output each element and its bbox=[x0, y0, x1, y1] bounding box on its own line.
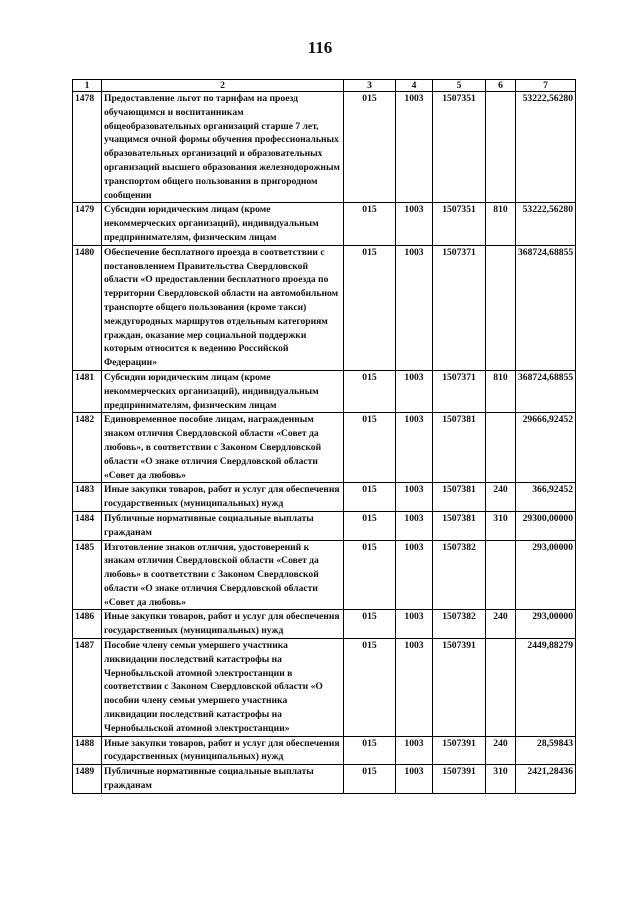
row-name: Субсидии юридическим лицам (кроме некоммерческих организаций), индивидуальным предпринимателям, физическим лицам bbox=[102, 203, 344, 245]
row-number: 1488 bbox=[73, 736, 102, 765]
header-row bbox=[73, 80, 576, 92]
row-amount: 368724,68855 bbox=[516, 370, 576, 412]
expense-type-code bbox=[486, 245, 516, 370]
col-header-1: 1 bbox=[73, 80, 102, 92]
row-amount: 293,00000 bbox=[516, 540, 576, 610]
section-code: 1003 bbox=[396, 736, 433, 765]
row-name: Субсидии юридическим лицам (кроме некоммерческих организаций), индивидуальным предпринимателям, физическим лицам bbox=[102, 370, 344, 412]
row-name: Пособие члену семьи умершего участника ликвидации последствий катастрофы на Чернобыльской атомной электростанции в соответствии с Законом Свердловской области «О пособии члену семьи умершего участника ликвидации последствий катастрофы на Чернобыльской атомной электростанции» bbox=[102, 639, 344, 737]
row-amount: 368724,68855 bbox=[516, 245, 576, 370]
row-amount: 29666,92452 bbox=[516, 413, 576, 483]
row-name: Иные закупки товаров, работ и услуг для обеспечения государственных (муниципальных) нужд bbox=[102, 610, 344, 639]
section-code: 1003 bbox=[396, 92, 433, 203]
section-code: 1003 bbox=[396, 203, 433, 245]
chapter-code: 015 bbox=[344, 765, 396, 794]
row-name: Изготовление знаков отличия, удостоверений к знакам отличия Свердловской области «Совет да любовь» в соответствии с Законом Свердловской области «О знаке отличия Свердловской области «Совет да любовь» bbox=[102, 540, 344, 610]
table-row bbox=[73, 540, 576, 610]
col-header-5: 5 bbox=[433, 80, 486, 92]
section-code: 1003 bbox=[396, 639, 433, 737]
target-code: 1507391 bbox=[433, 639, 486, 737]
section-code: 1003 bbox=[396, 413, 433, 483]
row-number: 1483 bbox=[73, 483, 102, 512]
table-row bbox=[73, 511, 576, 540]
row-number: 1484 bbox=[73, 511, 102, 540]
chapter-code: 015 bbox=[344, 511, 396, 540]
table-row bbox=[73, 245, 576, 370]
row-amount: 2449,88279 bbox=[516, 639, 576, 737]
target-code: 1507351 bbox=[433, 203, 486, 245]
expense-type-code: 240 bbox=[486, 736, 516, 765]
table-row bbox=[73, 610, 576, 639]
section-code: 1003 bbox=[396, 540, 433, 610]
section-code: 1003 bbox=[396, 483, 433, 512]
chapter-code: 015 bbox=[344, 370, 396, 412]
row-number: 1485 bbox=[73, 540, 102, 610]
target-code: 1507371 bbox=[433, 370, 486, 412]
table-row bbox=[73, 413, 576, 483]
target-code: 1507391 bbox=[433, 765, 486, 794]
target-code: 1507391 bbox=[433, 736, 486, 765]
row-name: Публичные нормативные социальные выплаты гражданам bbox=[102, 765, 344, 794]
expense-type-code: 240 bbox=[486, 610, 516, 639]
row-number: 1479 bbox=[73, 203, 102, 245]
row-amount: 293,00000 bbox=[516, 610, 576, 639]
expense-type-code bbox=[486, 639, 516, 737]
expense-type-code: 310 bbox=[486, 511, 516, 540]
chapter-code: 015 bbox=[344, 203, 396, 245]
chapter-code: 015 bbox=[344, 245, 396, 370]
chapter-code: 015 bbox=[344, 736, 396, 765]
section-code: 1003 bbox=[396, 245, 433, 370]
table-row bbox=[73, 639, 576, 737]
row-number: 1478 bbox=[73, 92, 102, 203]
col-header-6: 6 bbox=[486, 80, 516, 92]
table-row bbox=[73, 203, 576, 245]
chapter-code: 015 bbox=[344, 92, 396, 203]
row-amount: 53222,56280 bbox=[516, 92, 576, 203]
row-number: 1489 bbox=[73, 765, 102, 794]
col-header-2: 2 bbox=[102, 80, 344, 92]
chapter-code: 015 bbox=[344, 639, 396, 737]
expense-type-code: 810 bbox=[486, 370, 516, 412]
row-number: 1487 bbox=[73, 639, 102, 737]
row-name: Обеспечение бесплатного проезда в соответствии с постановлением Правительства Свердловской области «О предоставлении бесплатного проезда по территории Свердловской области на автомобильном транспорте общего пользования (кроме такси) междугородных маршрутов отдельным категориям граждан, оказание мер социальной поддержки которым относится к ведению Российской Федерации» bbox=[102, 245, 344, 370]
row-number: 1486 bbox=[73, 610, 102, 639]
section-code: 1003 bbox=[396, 511, 433, 540]
table-row bbox=[73, 92, 576, 203]
row-amount: 29300,00000 bbox=[516, 511, 576, 540]
chapter-code: 015 bbox=[344, 483, 396, 512]
col-header-3: 3 bbox=[344, 80, 396, 92]
row-name: Иные закупки товаров, работ и услуг для обеспечения государственных (муниципальных) нужд bbox=[102, 736, 344, 765]
row-name: Предоставление льгот по тарифам на проезд обучающимся и воспитанникам общеобразовательных организаций старше 7 лет, учащимся очной формы обучения профессиональных образовательных организаций и образовательных организаций высшего образования железнодорожным транспортом общего пользования в пригородном сообщении bbox=[102, 92, 344, 203]
table-row bbox=[73, 370, 576, 412]
row-number: 1481 bbox=[73, 370, 102, 412]
page-number: 116 bbox=[307, 38, 333, 57]
table-row bbox=[73, 483, 576, 512]
expense-type-code: 810 bbox=[486, 203, 516, 245]
chapter-code: 015 bbox=[344, 540, 396, 610]
expense-type-code: 240 bbox=[486, 483, 516, 512]
row-name: Иные закупки товаров, работ и услуг для обеспечения государственных (муниципальных) нужд bbox=[102, 483, 344, 512]
table-row bbox=[73, 765, 576, 794]
target-code: 1507381 bbox=[433, 511, 486, 540]
chapter-code: 015 bbox=[344, 413, 396, 483]
target-code: 1507382 bbox=[433, 540, 486, 610]
row-amount: 2421,28436 bbox=[516, 765, 576, 794]
row-number: 1482 bbox=[73, 413, 102, 483]
chapter-code: 015 bbox=[344, 610, 396, 639]
section-code: 1003 bbox=[396, 370, 433, 412]
target-code: 1507382 bbox=[433, 610, 486, 639]
row-number: 1480 bbox=[73, 245, 102, 370]
col-header-7: 7 bbox=[516, 80, 576, 92]
target-code: 1507371 bbox=[433, 245, 486, 370]
table-row bbox=[73, 736, 576, 765]
expense-type-code bbox=[486, 92, 516, 203]
expense-type-code bbox=[486, 413, 516, 483]
section-code: 1003 bbox=[396, 765, 433, 794]
expense-type-code: 310 bbox=[486, 765, 516, 794]
target-code: 1507351 bbox=[433, 92, 486, 203]
row-amount: 366,92452 bbox=[516, 483, 576, 512]
col-header-4: 4 bbox=[396, 80, 433, 92]
row-name: Публичные нормативные социальные выплаты гражданам bbox=[102, 511, 344, 540]
row-amount: 53222,56280 bbox=[516, 203, 576, 245]
expense-type-code bbox=[486, 540, 516, 610]
target-code: 1507381 bbox=[433, 483, 486, 512]
row-name: Единовременное пособие лицам, награжденным знаком отличия Свердловской области «Совет да любовь», в соответствии с Законом Свердловской области «О знаке отличия Свердловской области «Совет да любовь» bbox=[102, 413, 344, 483]
row-amount: 28,59843 bbox=[516, 736, 576, 765]
budget-table bbox=[72, 79, 576, 794]
target-code: 1507381 bbox=[433, 413, 486, 483]
section-code: 1003 bbox=[396, 610, 433, 639]
